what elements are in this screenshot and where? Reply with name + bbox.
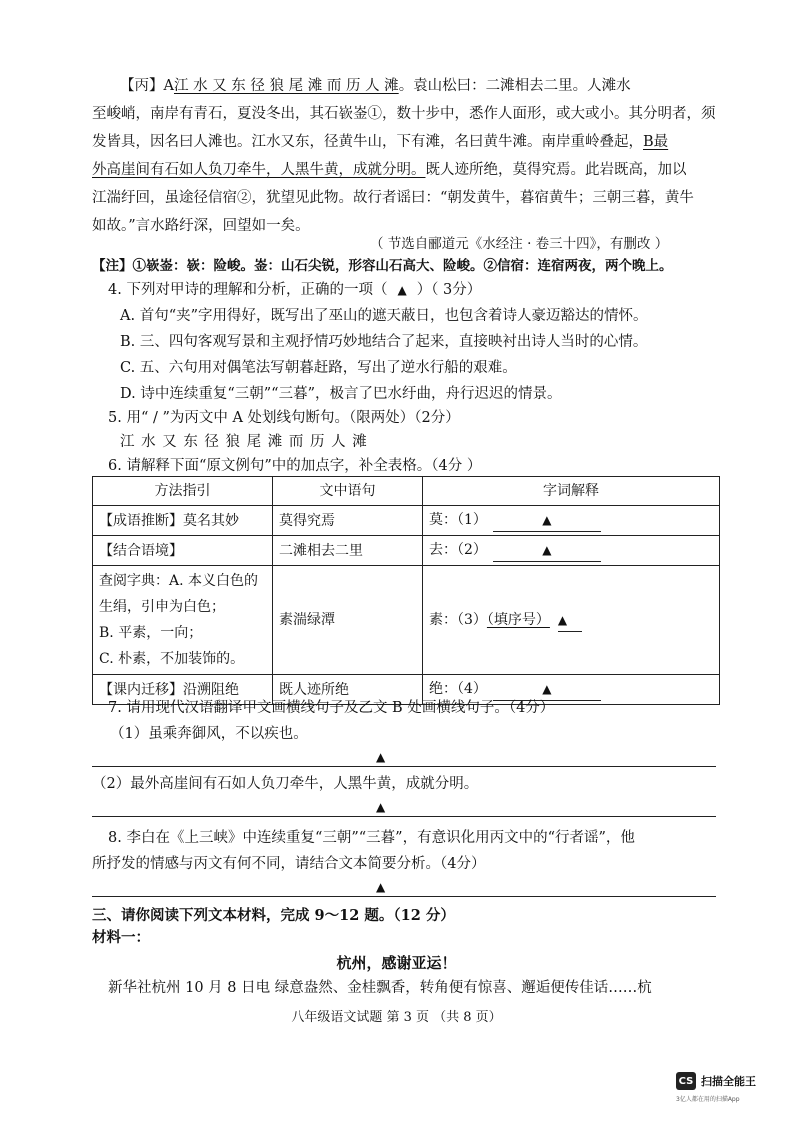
table-header: 字词解释 (423, 477, 720, 506)
material-title: 杭州，感谢亚运！ (336, 954, 457, 972)
answer-blank-triangle[interactable]: ▲ (397, 283, 407, 297)
sentence-cell: 既人迹所绝 (273, 675, 423, 705)
material-lead: 新华社杭州 10 月 8 日电 绿意盎然、金桂飘香，转角便有惊喜、邂逅便传佳话……杭 (108, 980, 652, 996)
sentence-cell: 莫得究焉 (273, 506, 423, 536)
q4-option-d: D. 诗中连续重复“三朝”“三暮”，极言了巴水纡曲，舟行迟迟的情景。 (120, 386, 562, 402)
passage-note: 【注】①嵚崟：嵚：险峻。崟：山石尖锐，形容山石高大、险峻。②信宿：连宿两夜，两个晚上。 (92, 258, 673, 274)
method-line: B. 平素，一向； (99, 625, 203, 641)
passage-line-1 (120, 76, 631, 96)
answer-blank[interactable] (493, 539, 601, 562)
scanner-tagline: 3亿人都在用的扫描App (676, 1096, 740, 1103)
cs-logo-icon: CS (676, 1072, 696, 1090)
method-line: 查阅字典：A. 本义白色的 (99, 573, 259, 589)
answer-blank-triangle: ▲ (376, 750, 386, 764)
table-row (93, 536, 720, 566)
q7-sentence-1: （1）虽乘奔御风，不以疾也。 (110, 726, 308, 742)
answer-label: 素：（3） (429, 611, 487, 628)
q4-option-b: B. 三、四句客观写景和主观抒情巧妙地结合了起来，直接映衬出诗人当时的心情。 (120, 334, 648, 350)
q4-stem-score: ）（ 3分） (416, 282, 482, 298)
answer-hint: （填序号） (486, 611, 550, 628)
section-heading: 三、请你阅读下列文本材料，完成 9～12 题。（12 分） (92, 907, 455, 924)
method-line: C. 朴素，不加装饰的。 (99, 651, 245, 667)
table-header: 方法指引 (93, 477, 273, 506)
material-label: 材料一： (92, 929, 150, 946)
answer-label: 莫：（1） (429, 512, 487, 528)
sentence-b-underlined: B最 (643, 134, 669, 150)
answer-line[interactable] (92, 896, 716, 897)
scanner-name: 扫描全能王 (701, 1075, 756, 1088)
q4-option-a: A. 首句“夹”字用得好，既写出了巫山的遮天蔽日，也包含着诗人豪迈豁达的情怀。 (120, 308, 648, 324)
page-footer: 八年级语文试题 第 3 页 （共 8 页） (291, 1010, 502, 1025)
q6-stem: 6. 请解释下面“原文例句”中的加点字，补全表格。（4分 ） (108, 458, 482, 474)
passage-line-5: 江湍纡回，虽途径信宿②，犹望见此物。故行者谣曰：“朝发黄牛，暮宿黄牛；三朝三暮，黄牛 (92, 190, 694, 206)
q4-stem (108, 280, 481, 300)
answer-cell[interactable] (423, 506, 720, 536)
passage-text: 既人迹所绝，莫得究焉。此岩既高，加以 (425, 162, 687, 178)
table-row (93, 506, 720, 536)
sentence-b-underlined: 外高崖间有石如人负刀牵牛，人黑牛黄，成就分明。 (92, 162, 426, 178)
sentence-a-underlined: 江 水 又 东 径 狼 尾 滩 而 历 人 滩 (173, 78, 399, 94)
q8-stem-line-1: 8. 李白在《上三峡》中连续重复“三朝”“三暮”，有意识化用丙文中的“行者谣”，他 (108, 830, 635, 846)
answer-cell[interactable] (423, 536, 720, 566)
passage-line-2: 至峻峭，南岸有青石，夏没冬出，其石嵚崟①，数十步中，悉作人面形，或大或小。其分明者，须 (92, 106, 716, 122)
sentence-cell: 二滩相去二里 (273, 536, 423, 566)
table-header: 文中语句 (273, 477, 423, 506)
table-header-row (93, 477, 720, 506)
q4-stem-text: 4. 下列对甲诗的理解和分析，正确的一项（ (108, 282, 388, 298)
answer-blank-triangle: ▲ (376, 800, 386, 814)
q7-stem: 7. 请用现代汉语翻译甲文画横线句子及乙文 B 处画横线句子。（4分） (108, 700, 555, 716)
blank-triangle: ▲ (542, 513, 552, 527)
q5-stem: 5. 用“ / ”为丙文中 A 处划线句断句。（限两处）（2分） (108, 410, 460, 426)
blank-triangle: ▲ (542, 682, 552, 696)
passage-label: 【丙】A (120, 78, 174, 94)
q7-sentence-2: （2）最外高崖间有石如人负刀牵牛，人黑牛黄，成就分明。 (92, 776, 479, 792)
blank-triangle[interactable]: ▲ (558, 609, 582, 632)
passage-source: （ 节选自郦道元《水经注 · 卷三十四》，有删改 ） (370, 236, 669, 252)
scanner-watermark (676, 1072, 756, 1090)
method-cell: 【课内迁移】沿溯阻绝 (93, 675, 273, 705)
passage-line-6: 如故。”言水路纡深，回望如一矣。 (92, 218, 310, 234)
sentence-cell: 素湍绿潭 (273, 566, 423, 675)
answer-blank[interactable] (493, 509, 601, 532)
answer-label: 去：（2） (429, 542, 487, 558)
passage-text: 。袁山松曰：二滩相去二里。人滩水 (398, 78, 631, 94)
passage-line-4 (92, 160, 687, 180)
table-row (93, 566, 720, 675)
answer-cell[interactable] (423, 566, 720, 675)
method-cell (93, 566, 273, 675)
blank-triangle: ▲ (542, 543, 552, 557)
answer-blank-triangle: ▲ (376, 880, 386, 894)
method-cell: 【结合语境】 (93, 536, 273, 566)
passage-text: 发皆具，因名曰人滩也。江水又东，径黄牛山，下有滩，名曰黄牛滩。南岸重岭叠起， (92, 134, 643, 150)
q5-sentence[interactable]: 江 水 又 东 径 狼 尾 滩 而 历 人 滩 (120, 434, 368, 450)
method-cell: 【成语推断】莫名其妙 (93, 506, 273, 536)
q8-stem-line-2: 所抒发的情感与丙文有何不同，请结合文本简要分析。（4分） (92, 856, 486, 872)
answer-label: 绝：（4） (429, 681, 487, 697)
q6-table (92, 476, 720, 705)
answer-line[interactable] (92, 816, 716, 817)
method-line: 生绢，引申为白色； (99, 599, 225, 615)
q4-option-c: C. 五、六句用对偶笔法写朝暮赶路，写出了逆水行船的艰难。 (120, 360, 517, 376)
answer-line[interactable] (92, 766, 716, 767)
passage-line-3 (92, 132, 668, 152)
